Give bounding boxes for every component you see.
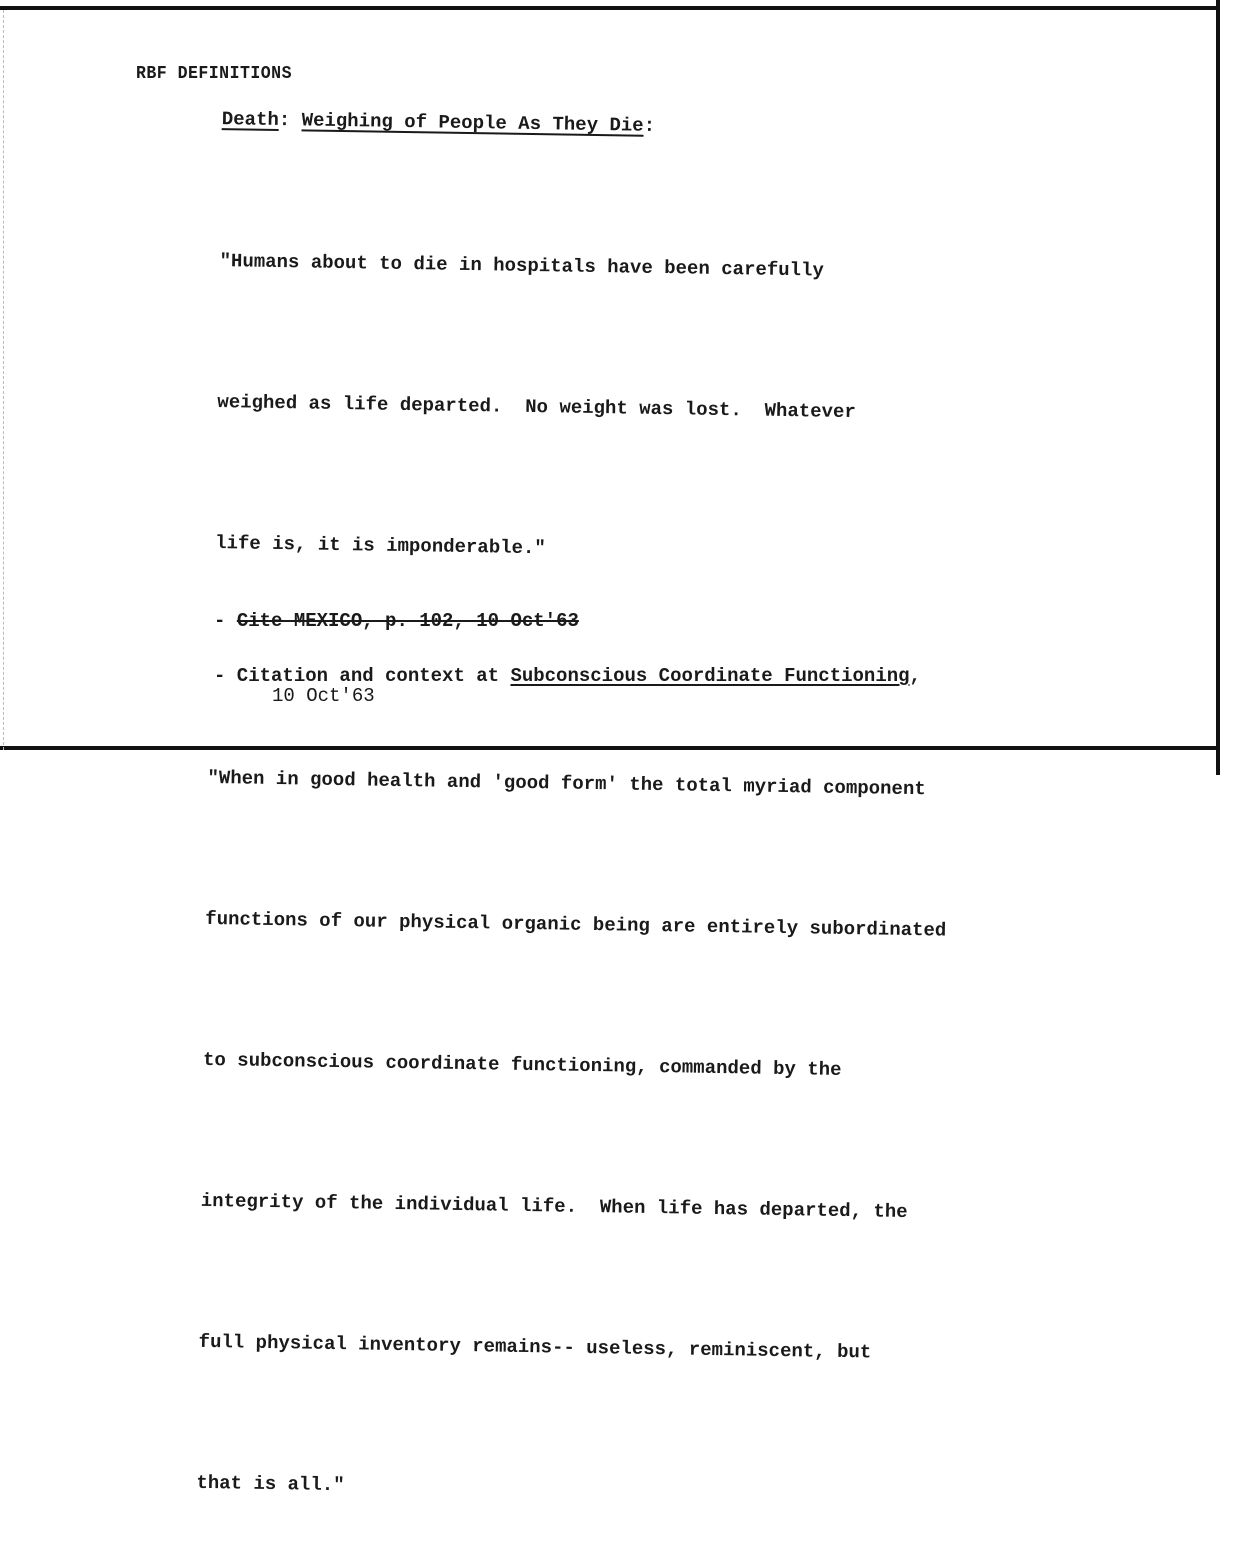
card-left-edge xyxy=(3,10,4,750)
quote-paragraph-2 xyxy=(195,661,1168,1550)
entry-subtitle: Weighing of People As They Die xyxy=(301,109,644,137)
quote-line: weighed as life departed. No weight was lost. Whatever xyxy=(217,391,856,424)
quote-paragraph-1 xyxy=(213,144,1175,676)
quote-line: life is, it is imponderable." xyxy=(214,532,546,560)
quote-line: "When in good health and 'good form' the total myriad component xyxy=(207,766,926,801)
quote-line: that is all." xyxy=(196,1471,345,1497)
citation xyxy=(214,666,921,706)
struck-citation-prefix: - xyxy=(214,610,237,632)
entry-term: Death xyxy=(221,108,280,131)
card-right-border xyxy=(1216,0,1220,775)
entry-subtitle-suffix: : xyxy=(643,114,656,137)
struck-citation xyxy=(214,610,579,632)
struck-citation-text: Cite MEXICO, p. 102, 10 Oct'63 xyxy=(236,610,579,632)
citation-date: 10 Oct'63 xyxy=(272,685,375,707)
citation-suffix: , xyxy=(909,665,921,687)
quote-line: "Humans about to die in hospitals have been carefully xyxy=(219,250,825,282)
quote-line: to subconscious coordinate functioning, commanded by the xyxy=(202,1048,842,1081)
citation-prefix: - Citation and context at xyxy=(214,665,511,687)
definition-entry xyxy=(193,108,1176,1550)
page-title: RBF DEFINITIONS xyxy=(136,64,292,84)
entry-separator: : xyxy=(278,108,302,132)
quote-line: integrity of the individual life. When life has departed, the xyxy=(200,1189,908,1223)
quote-line: full physical inventory remains-- useless, reminiscent, but xyxy=(198,1330,872,1364)
citation-link[interactable]: Subconscious Coordinate Functioning xyxy=(510,665,910,687)
quote-line: functions of our physical organic being are entirely subordinated xyxy=(205,907,947,942)
